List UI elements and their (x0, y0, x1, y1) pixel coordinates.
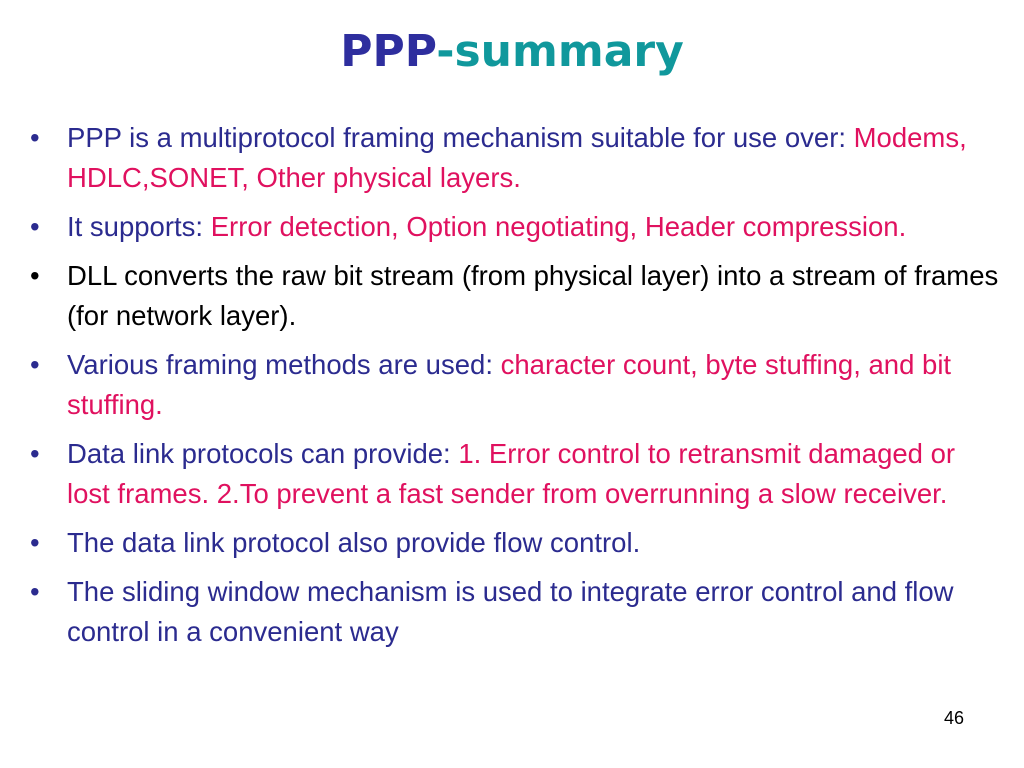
bullet-highlight: Modems, HDLC,SONET, Other physical layers. (67, 122, 967, 193)
slide-title (0, 22, 1024, 82)
bullet-highlight: character count, byte stuffing, and bit stuffing. (67, 349, 952, 420)
bullet-dot: • (30, 576, 40, 607)
bullet-item (30, 345, 1005, 425)
page-number: 46 (943, 708, 964, 728)
bullet-item (30, 118, 1005, 198)
bullet-text: Various framing methods are used: (67, 349, 501, 380)
bullet-item (30, 572, 1005, 652)
bullet-highlight: Error detection, Option negotiating, Header compression. (210, 211, 907, 242)
bullet-text: Data link protocols can provide: (67, 438, 459, 469)
slide-title-part2: -summary (436, 26, 684, 77)
bullet-text: PPP is a multiprotocol framing mechanism suitable for use over: (67, 122, 854, 153)
bullet-dot: • (30, 527, 40, 558)
bullet-text: DLL converts the raw bit stream (from physical layer) into a stream of frames (for network layer). (67, 260, 999, 331)
bullet-text: The data link protocol also provide flow control. (67, 527, 641, 558)
bullet-dot: • (30, 122, 40, 153)
bullet-item (30, 434, 1005, 514)
slide-title-part1: PPP (340, 26, 437, 77)
bullet-text: The sliding window mechanism is used to integrate error control and flow control in a convenient way (67, 576, 954, 647)
bullet-text: It supports: (67, 211, 211, 242)
bullet-list (30, 118, 1005, 661)
bullet-dot: • (30, 260, 40, 291)
bullet-dot: • (30, 438, 40, 469)
bullet-dot: • (30, 211, 40, 242)
bullet-item (30, 256, 1005, 336)
bullet-dot: • (30, 349, 40, 380)
bullet-highlight: 1. Error control to retransmit damaged or lost frames. 2.To prevent a fast sender from overrunning a slow receiver. (67, 438, 956, 509)
bullet-item (30, 207, 1005, 247)
bullet-item (30, 523, 1005, 563)
